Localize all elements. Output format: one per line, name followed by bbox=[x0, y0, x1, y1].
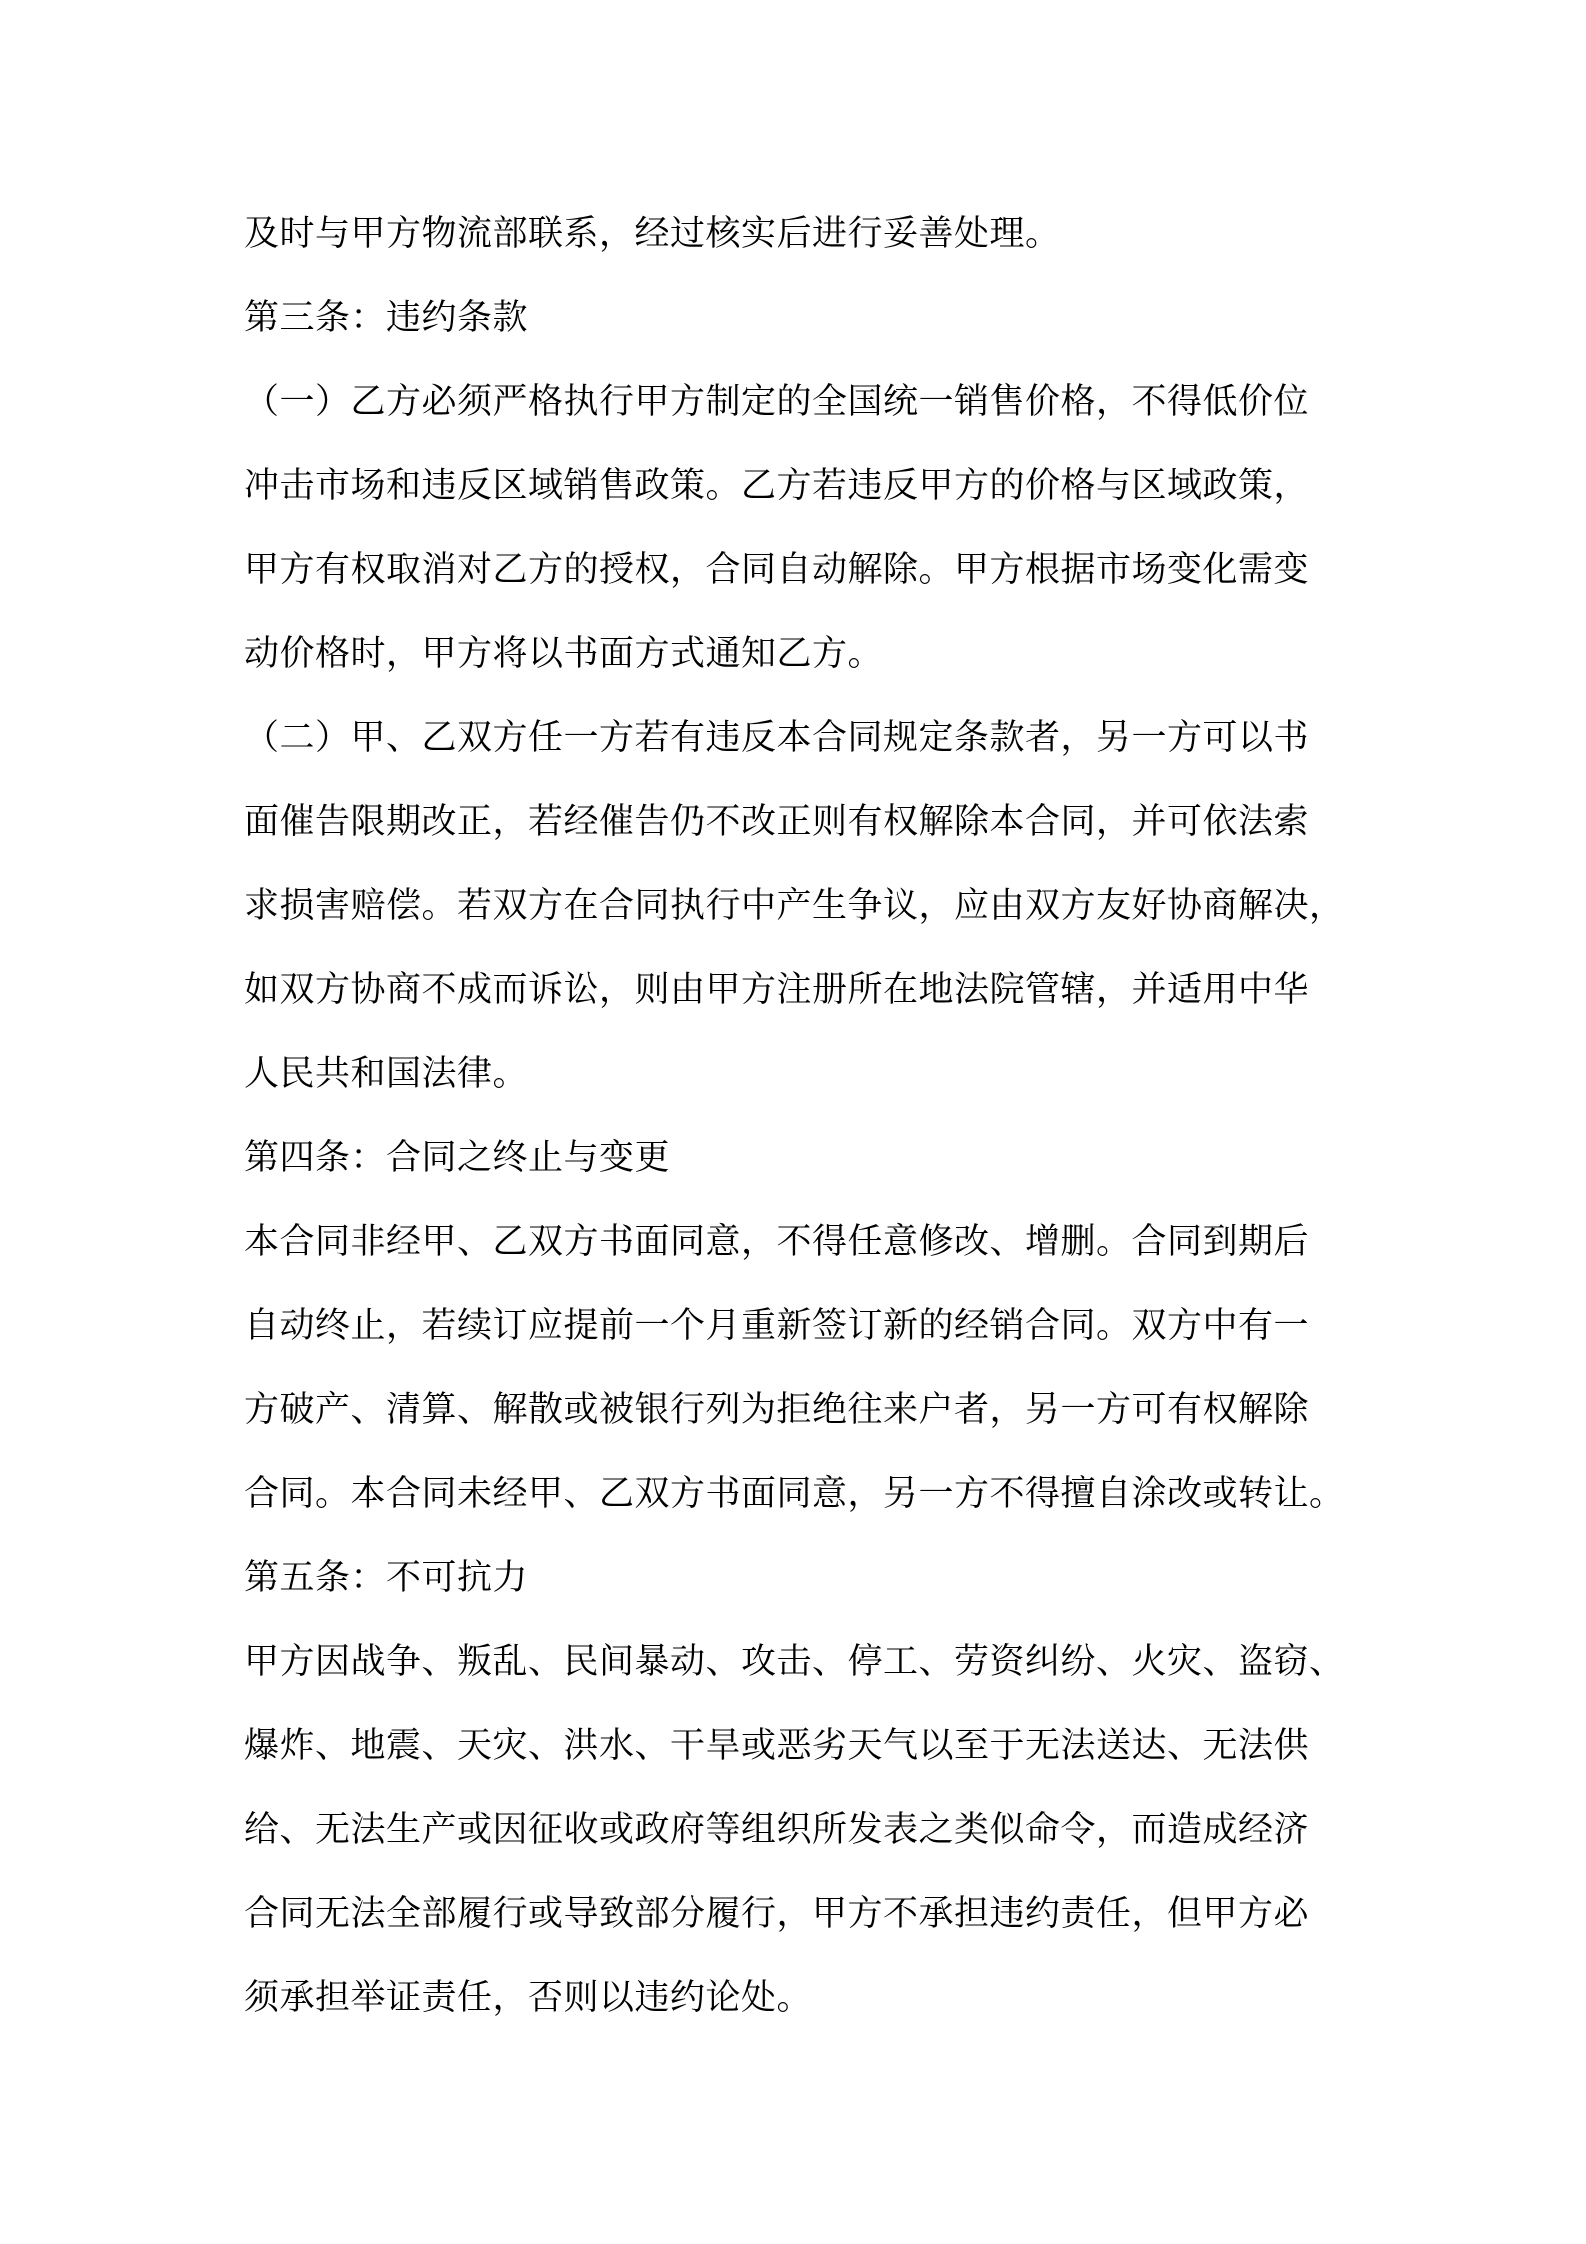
text-line: 合同。本合同未经甲、乙双方书面同意，另一方不得擅自涂改或转让。 bbox=[244, 1474, 1345, 1514]
text-line: 给、无法生产或因征收或政府等组织所发表之类似命令，而造成经济 bbox=[244, 1810, 1310, 1850]
text-line: 甲方有权取消对乙方的授权，合同自动解除。甲方根据市场变化需变 bbox=[244, 550, 1310, 590]
text-line: 动价格时，甲方将以书面方式通知乙方。 bbox=[244, 634, 884, 674]
section-heading-article-5: 第五条：不可抗力 bbox=[244, 1558, 529, 1598]
text-line: 自动终止，若续订应提前一个月重新签订新的经销合同。双方中有一 bbox=[244, 1306, 1310, 1346]
document-body bbox=[244, 192, 1364, 2040]
text-line: （一）乙方必须严格执行甲方制定的全国统一销售价格，不得低价位 bbox=[244, 382, 1310, 422]
text-line: 及时与甲方物流部联系，经过核实后进行妥善处理。 bbox=[244, 214, 1061, 254]
text-line: 求损害赔偿。若双方在合同执行中产生争议，应由双方友好协商解决， bbox=[244, 886, 1345, 926]
text-line: （二）甲、乙双方任一方若有违反本合同规定条款者，另一方可以书 bbox=[244, 718, 1310, 758]
text-line: 人民共和国法律。 bbox=[244, 1054, 529, 1094]
text-line: 如双方协商不成而诉讼，则由甲方注册所在地法院管辖，并适用中华 bbox=[244, 970, 1310, 1010]
text-line: 方破产、清算、解散或被银行列为拒绝往来户者，另一方可有权解除 bbox=[244, 1390, 1310, 1430]
section-heading-article-3: 第三条：违约条款 bbox=[244, 298, 529, 338]
text-line: 面催告限期改正，若经催告仍不改正则有权解除本合同，并可依法索 bbox=[244, 802, 1310, 842]
text-line: 本合同非经甲、乙双方书面同意，不得任意修改、增删。合同到期后 bbox=[244, 1222, 1310, 1262]
text-line: 合同无法全部履行或导致部分履行，甲方不承担违约责任，但甲方必 bbox=[244, 1894, 1310, 1934]
section-heading-article-4: 第四条：合同之终止与变更 bbox=[244, 1138, 671, 1178]
text-line: 冲击市场和违反区域销售政策。乙方若违反甲方的价格与区域政策， bbox=[244, 466, 1310, 506]
text-line: 爆炸、地震、天灾、洪水、干旱或恶劣天气以至于无法送达、无法供 bbox=[244, 1726, 1310, 1766]
text-line: 须承担举证责任，否则以违约论处。 bbox=[244, 1978, 813, 2018]
text-line: 甲方因战争、叛乱、民间暴动、攻击、停工、劳资纠纷、火灾、盗窃、 bbox=[244, 1642, 1345, 1682]
